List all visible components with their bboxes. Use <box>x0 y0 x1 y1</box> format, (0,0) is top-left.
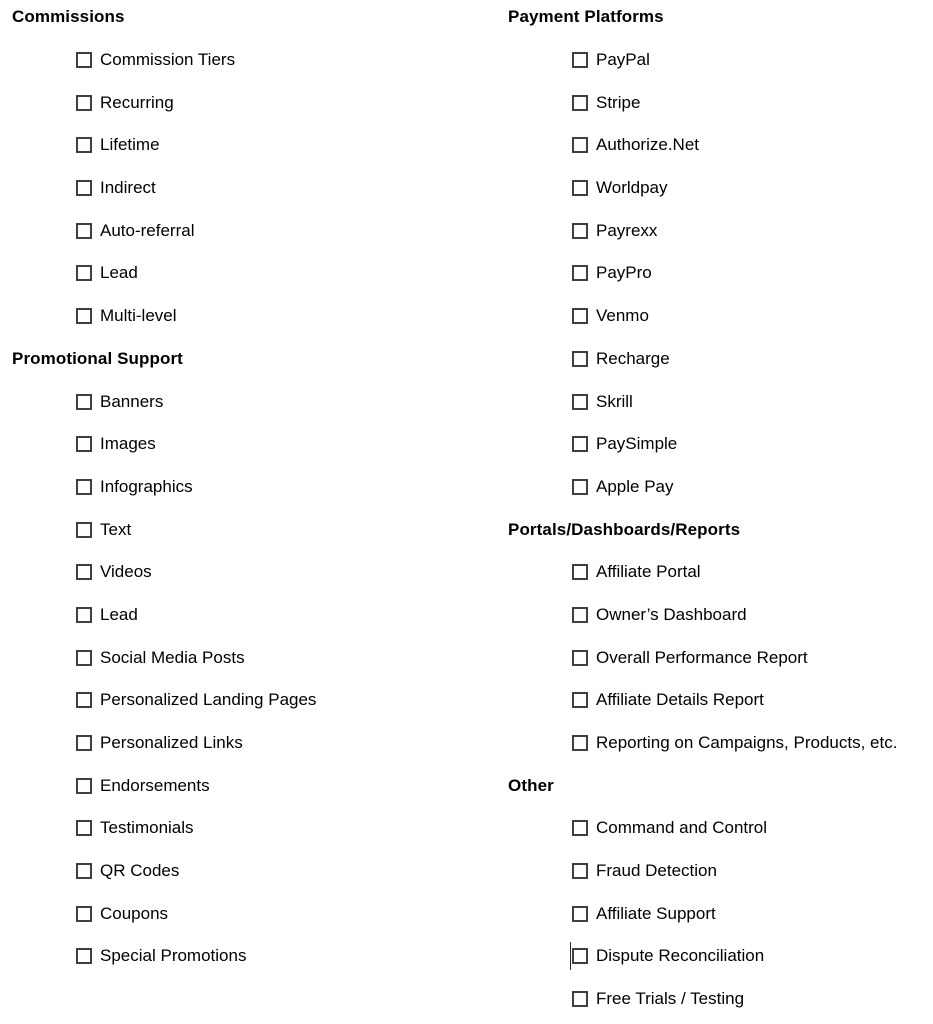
checkbox[interactable] <box>76 778 92 794</box>
checklist-item-label: QR Codes <box>100 861 180 881</box>
checklist-item <box>508 295 933 338</box>
checkbox[interactable] <box>76 564 92 580</box>
checklist-item-label: Recurring <box>100 92 174 112</box>
checklist-item-label: Affiliate Support <box>596 903 716 923</box>
checklist-item-label: Indirect <box>100 178 156 198</box>
checkbox[interactable] <box>572 436 588 452</box>
checklist-item-label: Videos <box>100 562 152 582</box>
checkbox[interactable] <box>572 820 588 836</box>
checkbox[interactable] <box>76 52 92 68</box>
checklist-item <box>508 807 933 850</box>
checklist-item-label: Infographics <box>100 476 193 496</box>
checklist-item-label: PayPro <box>596 263 652 283</box>
checklist-item <box>12 594 472 637</box>
checklist-item-label: Owner’s Dashboard <box>596 604 747 624</box>
section-heading: Promotional Support <box>12 348 183 368</box>
section-heading-row <box>12 0 472 39</box>
checkbox[interactable] <box>572 692 588 708</box>
checklist-item <box>12 892 472 935</box>
checkbox[interactable] <box>572 137 588 153</box>
checklist-item-label: Special Promotions <box>100 946 247 966</box>
checkbox[interactable] <box>572 735 588 751</box>
checkbox[interactable] <box>76 820 92 836</box>
section-heading: Payment Platforms <box>508 7 664 27</box>
left-column <box>12 0 472 978</box>
checkbox[interactable] <box>572 479 588 495</box>
checklist-item-label: Testimonials <box>100 818 194 838</box>
checklist-item-label: Commission Tiers <box>100 50 236 70</box>
checklist-item-label: Auto-referral <box>100 220 195 240</box>
checklist-item <box>508 380 933 423</box>
checkbox[interactable] <box>572 564 588 580</box>
section-heading-row <box>508 0 933 39</box>
checkbox[interactable] <box>572 351 588 367</box>
checklist-item <box>508 423 933 466</box>
checklist-item <box>508 892 933 935</box>
checklist-item <box>508 636 933 679</box>
checklist-item <box>12 508 472 551</box>
checklist-item-label: Free Trials / Testing <box>596 989 745 1009</box>
checklist-item <box>508 850 933 893</box>
checklist-item-label: Authorize.Net <box>596 135 699 155</box>
checkbox[interactable] <box>76 735 92 751</box>
checklist-item-label: Payrexx <box>596 220 658 240</box>
checklist-item <box>12 679 472 722</box>
checkbox[interactable] <box>572 906 588 922</box>
checkbox[interactable] <box>572 308 588 324</box>
checklist-item-label: Worldpay <box>596 178 668 198</box>
checklist-item <box>12 636 472 679</box>
checkbox[interactable] <box>76 948 92 964</box>
checklist-item-label: Social Media Posts <box>100 647 245 667</box>
checklist-item <box>12 39 472 82</box>
checkbox[interactable] <box>76 650 92 666</box>
checkbox[interactable] <box>572 223 588 239</box>
checklist-item <box>508 338 933 381</box>
checklist-item <box>508 551 933 594</box>
checklist-item-label: Text <box>100 519 132 539</box>
checklist-item <box>508 39 933 82</box>
checklist-item <box>508 594 933 637</box>
checkbox[interactable] <box>572 52 588 68</box>
section-heading-row <box>12 338 472 381</box>
checkbox[interactable] <box>572 394 588 410</box>
checklist-item-label: Coupons <box>100 903 169 923</box>
checkbox[interactable] <box>572 95 588 111</box>
text-cursor <box>570 942 571 970</box>
checklist-item-label: Personalized Landing Pages <box>100 690 317 710</box>
checklist-item <box>12 850 472 893</box>
checklist-item-label: Stripe <box>596 92 641 112</box>
checklist-item <box>12 252 472 295</box>
checklist-item <box>508 722 933 765</box>
checklist-item <box>508 252 933 295</box>
section-heading-row <box>508 764 933 807</box>
checkbox[interactable] <box>572 265 588 281</box>
section-heading: Other <box>508 775 554 795</box>
checklist-item-label: Dispute Reconciliation <box>596 946 765 966</box>
checkbox[interactable] <box>76 180 92 196</box>
checklist-item-label: Command and Control <box>596 818 768 838</box>
checklist-item-label: Affiliate Portal <box>596 562 701 582</box>
checkbox[interactable] <box>76 906 92 922</box>
checklist-item <box>12 764 472 807</box>
checklist-item <box>508 209 933 252</box>
checklist-item <box>508 124 933 167</box>
checklist-item-label: Lifetime <box>100 135 160 155</box>
checklist-item <box>12 935 472 978</box>
checklist-item <box>12 551 472 594</box>
right-column <box>508 0 933 1021</box>
checklist-item-label: Reporting on Campaigns, Products, etc. <box>596 733 898 753</box>
checkbox[interactable] <box>572 180 588 196</box>
checkbox[interactable] <box>76 522 92 538</box>
checklist-item <box>508 978 933 1021</box>
checklist-item <box>12 423 472 466</box>
section-heading: Commissions <box>12 7 125 27</box>
checkbox[interactable] <box>572 948 588 964</box>
checklist-item <box>508 466 933 509</box>
checklist-item <box>12 807 472 850</box>
checklist-item <box>12 124 472 167</box>
checkbox[interactable] <box>572 863 588 879</box>
checklist-item <box>508 935 933 978</box>
checklist-item-label: PayPal <box>596 50 650 70</box>
checkbox[interactable] <box>76 479 92 495</box>
checkbox[interactable] <box>76 436 92 452</box>
checklist-item <box>12 466 472 509</box>
checklist-item-label: Images <box>100 434 156 454</box>
checklist-item-label: Overall Performance Report <box>596 647 808 667</box>
checklist-item-label: Multi-level <box>100 306 177 326</box>
checklist-item <box>12 380 472 423</box>
checklist-item-label: Affiliate Details Report <box>596 690 764 710</box>
checkbox[interactable] <box>76 394 92 410</box>
checklist-item-label: Lead <box>100 263 138 283</box>
checkbox[interactable] <box>76 95 92 111</box>
checklist-item-label: Skrill <box>596 391 633 411</box>
checklist-item <box>12 295 472 338</box>
checkbox[interactable] <box>572 650 588 666</box>
checklist-item-label: Banners <box>100 391 164 411</box>
checklist-item <box>12 81 472 124</box>
checklist-item-label: Personalized Links <box>100 733 243 753</box>
checkbox[interactable] <box>76 692 92 708</box>
checklist-item-label: Recharge <box>596 348 670 368</box>
checklist-item-label: Apple Pay <box>596 476 674 496</box>
checkbox[interactable] <box>76 223 92 239</box>
section-heading: Portals/Dashboards/Reports <box>508 519 741 539</box>
checklist-item <box>508 679 933 722</box>
checklist-item-label: Fraud Detection <box>596 861 717 881</box>
checklist-item <box>508 167 933 210</box>
checklist-item-label: PaySimple <box>596 434 678 454</box>
checkbox[interactable] <box>76 137 92 153</box>
checklist-item-label: Endorsements <box>100 775 210 795</box>
checkbox[interactable] <box>76 265 92 281</box>
checklist-item <box>12 209 472 252</box>
checklist-item <box>12 167 472 210</box>
checkbox[interactable] <box>572 991 588 1007</box>
checkbox[interactable] <box>76 863 92 879</box>
checklist-item <box>508 81 933 124</box>
checklist-item <box>12 722 472 765</box>
section-heading-row <box>508 508 933 551</box>
checklist-item-label: Venmo <box>596 306 649 326</box>
checkbox[interactable] <box>76 308 92 324</box>
checkbox[interactable] <box>76 607 92 623</box>
checklist-item-label: Lead <box>100 604 138 624</box>
checkbox[interactable] <box>572 607 588 623</box>
